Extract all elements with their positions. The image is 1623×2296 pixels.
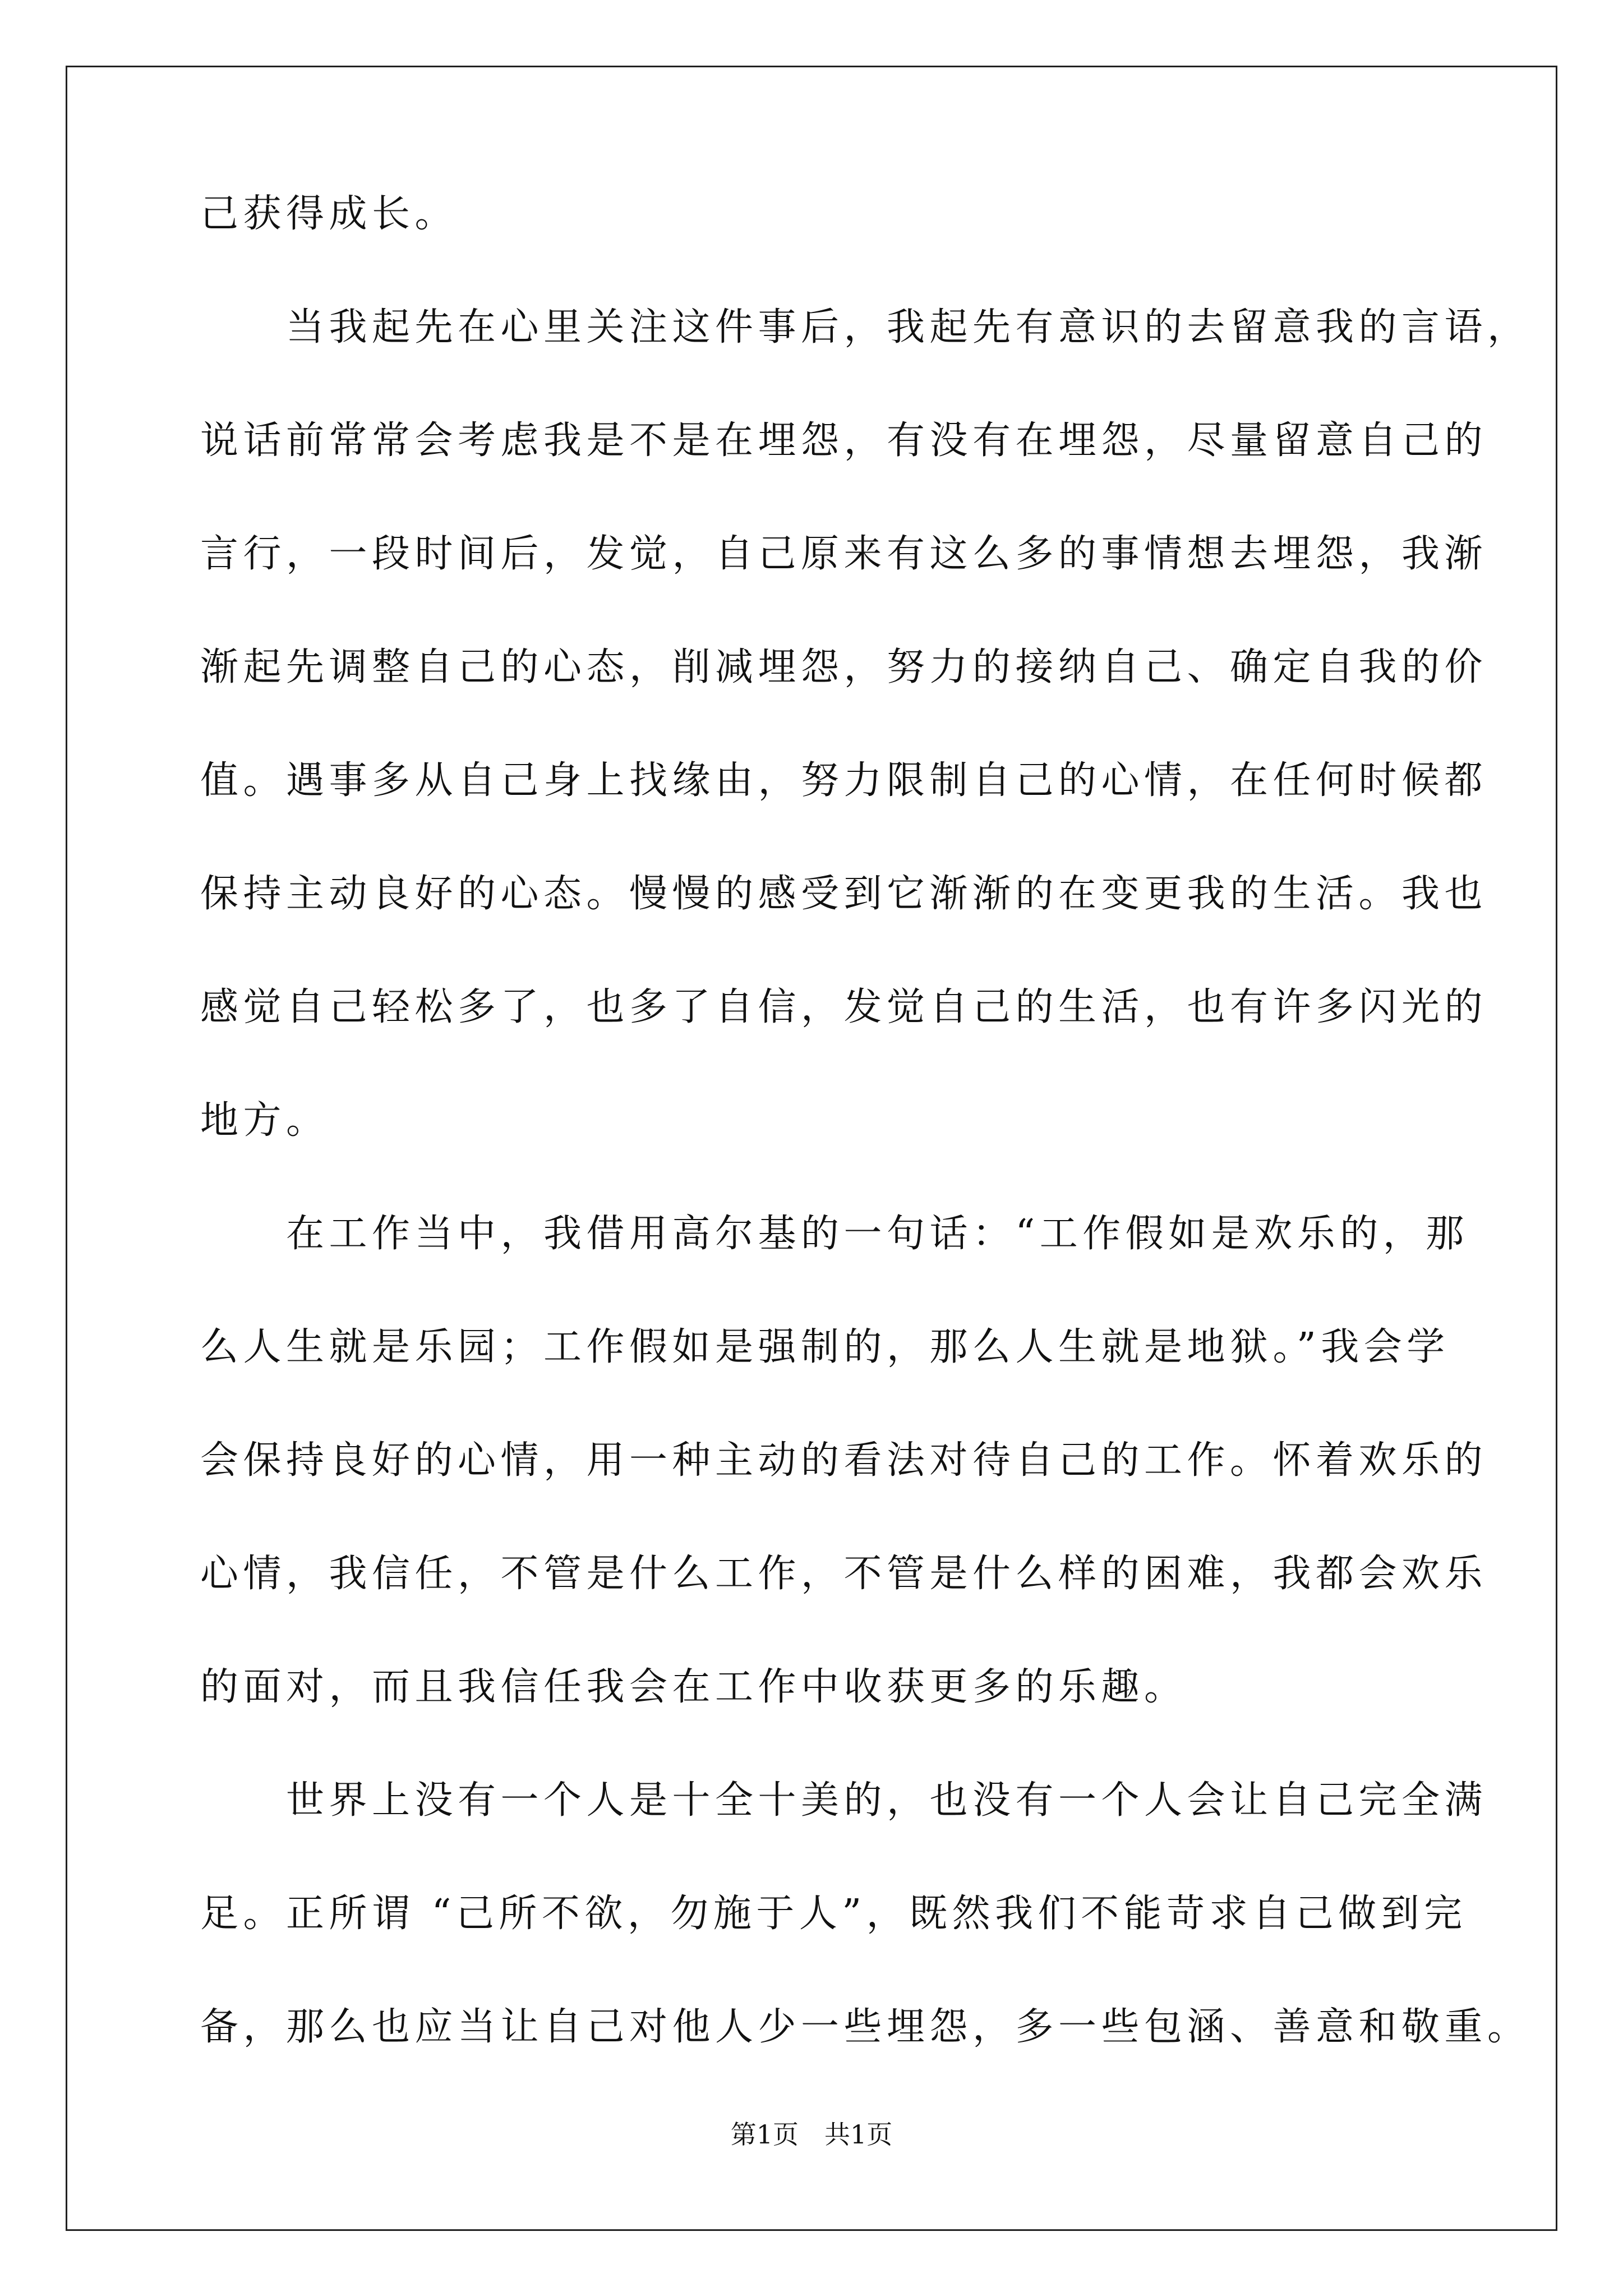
text-line: 足。正所谓 “己所不欲，勿施于人”，既然我们不能苛求自己做到完 [200,1892,1467,1936]
text-line: 心情，我信任，不管是什么工作，不管是什么样的困难，我都会欢乐 [200,1552,1488,1596]
text-line: 己获得成长。 [200,192,458,236]
text-line: 当我起先在心里关注这件事后，我起先有意识的去留意我的言语， [200,305,1530,349]
text-line: 保持主动良好的心态。慢慢的感受到它渐渐的在变更我的生活。我也 [200,872,1488,916]
page-number-footer: 第1页 共1页 [730,2119,893,2150]
text-line: 在工作当中，我借用高尔基的一句话：“工作假如是欢乐的，那 [200,1212,1469,1256]
text-line: 说话前常常会考虑我是不是在埋怨，有没有在埋怨，尽量留意自己的 [200,418,1488,463]
text-line: 值。遇事多从自己身上找缘由，努力限制自己的心情，在任何时候都 [200,758,1488,803]
text-line: 么人生就是乐园；工作假如是强制的，那么人生就是地狱。”我会学 [200,1325,1450,1369]
text-line: 备，那么也应当让自己对他人少一些埋怨，多一些包涵、善意和敬重。 [200,2005,1530,2049]
text-line: 渐起先调整自己的心态，削减埋怨，努力的接纳自己、确定自我的价 [200,645,1488,689]
text-line: 会保持良好的心情，用一种主动的看法对待自己的工作。怀着欢乐的 [200,1438,1488,1483]
text-line: 言行，一段时间后，发觉，自己原来有这么多的事情想去埋怨，我渐 [200,532,1488,576]
text-line: 的面对，而且我信任我会在工作中收获更多的乐趣。 [200,1665,1187,1709]
text-line: 地方。 [200,1098,329,1143]
text-line: 世界上没有一个人是十全十美的，也没有一个人会让自己完全满 [200,1778,1488,1823]
text-line: 感觉自己轻松多了，也多了自信，发觉自己的生活，也有许多闪光的 [200,985,1488,1029]
